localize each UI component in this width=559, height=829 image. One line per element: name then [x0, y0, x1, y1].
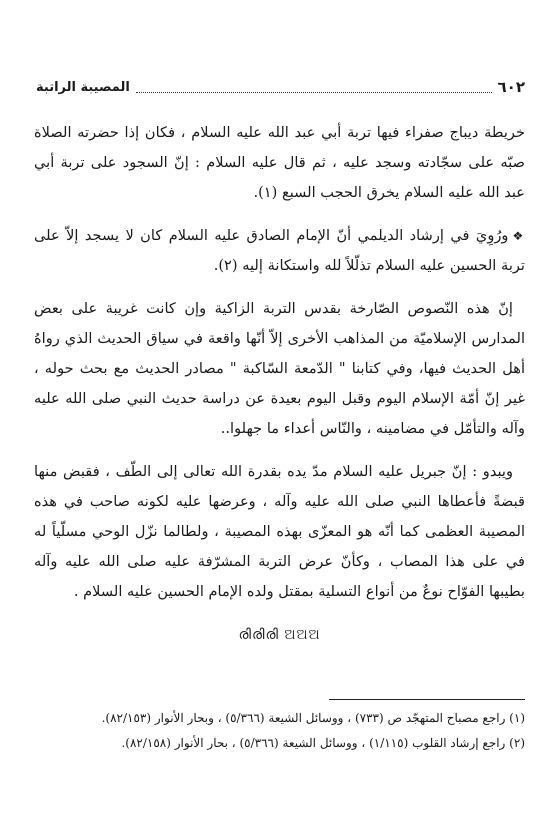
footnote-2: (٢) راجع إرشاد القلوب (١/١١٥) ، ووسائل الشيعة (٥/٣٦٦) ، بحار الأنوار (٨٢/١٥٨). — [121, 736, 525, 750]
header-dotted-rule — [136, 82, 492, 93]
footnote-1: (١) راجع مصباح المتهجّد ص (٧٣٣) ، ووسائل الشيعة (٥/٣٦٦) ، وبحار الأنوار (٨٢/١٥٣). — [101, 711, 525, 725]
paragraph-3: إنّ هذه النّصوص الصّارخة بقدس التربة الزاكية وإن كانت غريبة على بعض المدارس الإسلاميّة من المذاهب الأخرى إلاّ أنّها واقعة في سياق الحديث الذي رواهُ أهل الحديث فيها، وفي كتابنا " الدّمعة السّاكبة " مصادر الحديث مع بحث حوله ، غير إنّ أمّة الإسلام اليوم وقبل اليوم بعيدة عن دراسة حديث النبي صلى الله عليه وآله والتأمّل في مضامينه ، والنّاس أعداء ما جهلوا.. — [34, 300, 525, 437]
footnotes — [34, 706, 525, 756]
bullet-icon: ❖ — [512, 229, 525, 243]
section-ornament: രിരിരി ଅଅଅ — [238, 627, 321, 643]
paragraph-2 — [34, 221, 525, 281]
paragraph-2-text: ورُوِيَ في إرشاد الديلمي أنّ الإمام الصادق عليه السلام كان لا يسجد إلاّ على تربة الحسين عليه السلام تذلّلاً لله واستكانة إليه (٢). — [34, 227, 525, 274]
paragraph-1: خريطة ديباج صفراء فيها تربة أبي عبد الله عليه السلام ، فكان إذا حضرته الصلاة صبّه على سجّادته وسجد عليه ، ثم قال عليه السلام : إنّ السجود على تربة أبي عبد الله عليه السلام يخرق الحجب السبع (١). — [34, 124, 525, 201]
page-number: ٦٠٢ — [497, 78, 525, 96]
footnote-rule — [329, 699, 525, 700]
running-title: المصيبة الراتبة — [36, 79, 130, 95]
paragraph-4: ويبدو : إنّ جبريل عليه السلام مدّ يده بقدرة الله تعالى إلى الطّف ، فقبض منها قبضةً فأعطاها النبي صلى الله عليه وآله ، وعرضها عليه لكونه صاحب في هذه المصيبة العظمى كما أنّه هو المعزّى بهذه المصيبة ، ولطالما نزّل الوحي مسلّياً له في على هذا المصاب ، وكأنّ عرض التربة المشرّفة عليه صلى الله عليه وآله بطيبها الفوّاح نوعٌ من أنواع التسلية بمقتل ولده الإمام الحسين عليه السلام . — [34, 463, 525, 600]
body-text — [34, 118, 525, 620]
page-header — [36, 76, 525, 98]
